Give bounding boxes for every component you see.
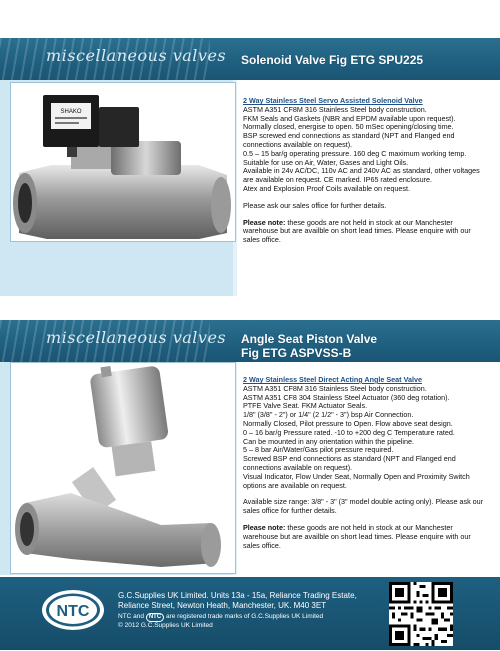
- spec-line: Can be mounted in any orientation within the pipeline.: [243, 436, 415, 446]
- ntc-mini-logo: NTC: [146, 613, 164, 622]
- section1-category: miscellaneous valves: [46, 46, 227, 65]
- spec-line: 5 – 8 bar Air/Water/Gas pilot pressure required.: [243, 445, 394, 455]
- solenoid-valve-photo: [10, 82, 236, 242]
- spec-line: BSP screwed end connections as standard (NPT and Flanged end connections available on request).: [243, 131, 455, 149]
- ntc-logo: [40, 587, 106, 633]
- spec-line: 1/8" (3/8" - 2") or 1/4" (2 1/2" - 3") bsp Air Connection.: [243, 410, 414, 420]
- spec-line: ASTM A351 CF8 304 Stainless Steel Actuator (360 deg rotation).: [243, 392, 450, 402]
- spec-line: Normally closed, energise to open. 50 mSec opening/closing time.: [243, 122, 454, 132]
- coil-label: SHAKO: [60, 109, 82, 115]
- spec-line: 0 – 16 bar/g Pressure rated. -10 to +200 deg C Temperature rated.: [243, 427, 455, 437]
- section2-category: miscellaneous valves: [46, 328, 227, 347]
- qr-code-icon: [389, 582, 453, 646]
- solenoid-valve-image: [11, 83, 235, 241]
- footer: [0, 577, 500, 650]
- angle-seat-valve-photo: [10, 362, 236, 574]
- spec-line: PTFE Valve Seat. FKM Actuator Seals.: [243, 401, 368, 411]
- qr-code[interactable]: [389, 582, 453, 646]
- size-range: Available size range: 3/8" - 3" (3" model double acting only). Please ask our sales office for further details.: [243, 497, 484, 516]
- stock-note: Please note: these goods are not held in stock at our Manchester warehouse but are availble on short lead times. Please enquire with our sales office.: [243, 522, 471, 550]
- angle-seat-valve-image: [11, 363, 235, 573]
- spec-line: Available in 24v AC/DC, 110v AC and 240v AC as standard, other voltages are available on request. CE marked. IP65 rated enclosure.: [243, 166, 480, 185]
- trademark-line: NTC and NTC are registered trade marks of G.C.Supplies UK Limited: [118, 613, 324, 620]
- sales-note: Please ask our sales office for further details.: [243, 200, 387, 210]
- spec-line: Visual Indicator, Flow Under Seat, Normally Open and Proximity Switch options are available on request.: [243, 471, 470, 490]
- address-line-1: G.C.Supplies UK Limited. Units 13a - 15a, Reliance Trading Estate,: [118, 591, 357, 600]
- address-line-2: Reliance Street, Newton Heath, Manchester, UK. M40 3ET: [118, 601, 327, 610]
- spec-line: ASTM A351 CF8M 316 Stainless Steel body construction.: [243, 383, 427, 393]
- spec-line: FKM Seals and Gaskets (NBR and EPDM available upon request).: [243, 113, 456, 123]
- spec-line: Screwed BSP end connections as standard (NPT and Flanged end connections available on request).: [243, 454, 456, 472]
- copyright-line: © 2012 G.C.Supplies UK Limited: [118, 622, 213, 629]
- section2-title: Angle Seat Piston Valve Fig ETG ASPVSS-B: [241, 332, 378, 360]
- logo-text: NTC: [56, 603, 90, 620]
- section1-title: Solenoid Valve Fig ETG SPU225: [241, 53, 424, 67]
- spec-line: Normally Closed, Pilot pressure to Open. Flow above seat design.: [243, 418, 453, 428]
- spec-line: 0.5 – 15 bar/g operating pressure. 160 deg C maximum working temp.: [243, 148, 467, 158]
- spec-line: Atex and Explosion Proof Coils available on request.: [243, 183, 411, 193]
- spec-line: Suitable for use on Air, Water, Gases and Light Oils.: [243, 157, 409, 167]
- stock-note: Please note: these goods are not held in stock at our Manchester warehouse but are availble on short lead times. Please enquire with our sales office.: [243, 217, 471, 245]
- section2-subhead: 2 Way Stainless Steel Direct Acting Angle Seat Valve: [243, 375, 422, 384]
- section2-description: [243, 376, 488, 550]
- section1-description: [243, 97, 488, 245]
- spec-line: ASTM A351 CF8M 316 Stainless Steel body construction.: [243, 104, 427, 114]
- section1-subhead: 2 Way Stainless Steel Servo Assisted Solenoid Valve: [243, 96, 423, 105]
